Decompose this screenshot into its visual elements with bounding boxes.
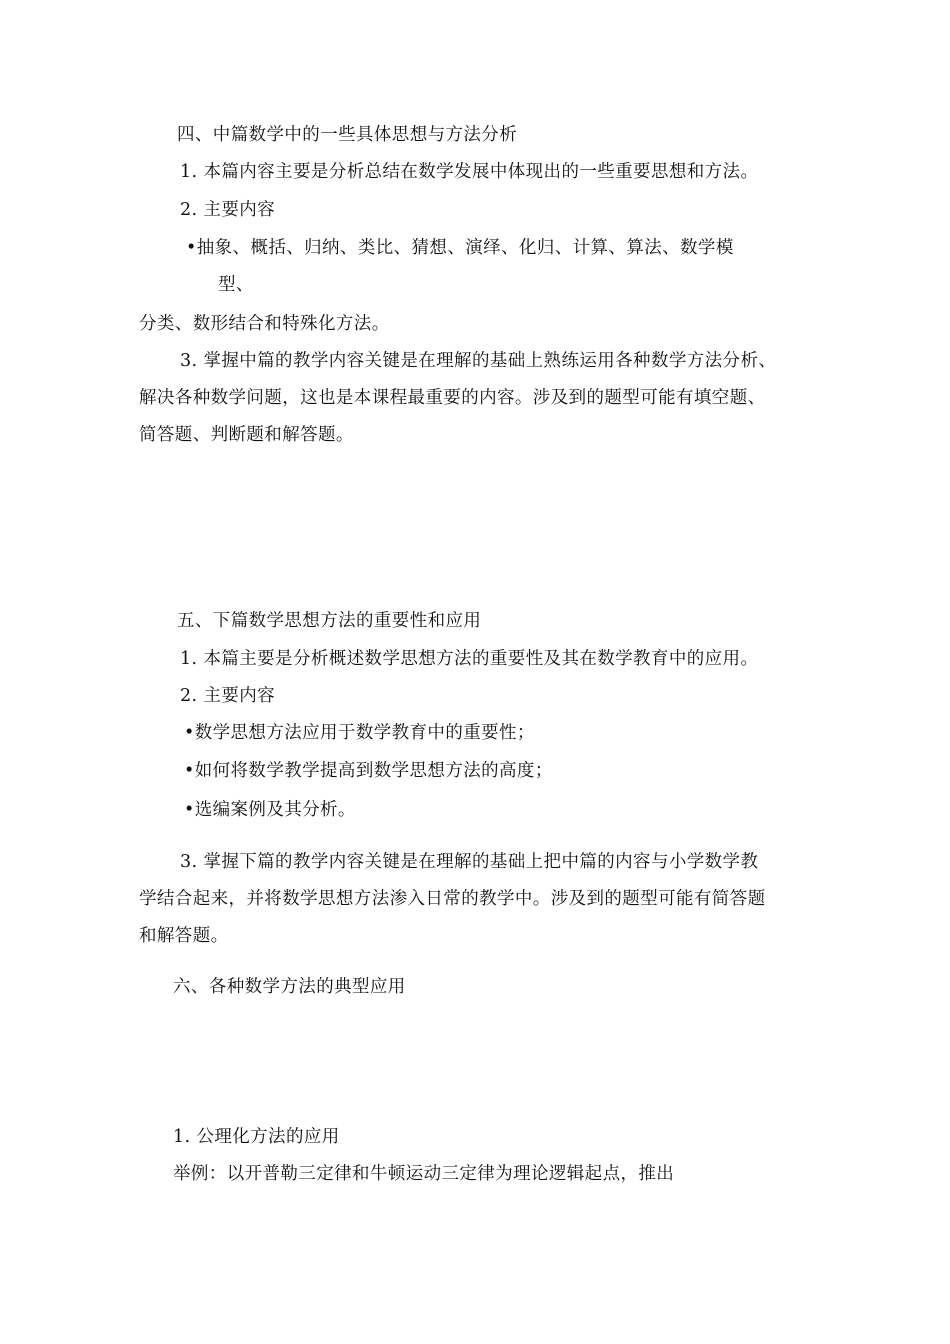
section4-heading: 四、中篇数学中的一些具体思想与方法分析 — [177, 125, 518, 145]
section4-item3-line2: 解决各种数学问题，这也是本课程最重要的内容。涉及到的题型可能有填空题、 — [139, 388, 766, 408]
section4-item3-line1: 3. 掌握中篇的教学内容关键是在理解的基础上熟练运用各种数学方法分析、 — [180, 351, 777, 371]
section6-heading: 六、各种数学方法的典型应用 — [173, 977, 406, 997]
section4-item1: 1. 本篇内容主要是分析总结在数学发展中体现出的一些重要思想和方法。 — [180, 162, 759, 182]
section5-item3-line2: 学结合起来，并将数学思想方法渗入日常的教学中。涉及到的题型可能有简答题 — [139, 889, 766, 909]
section6-sub1: 1. 公理化方法的应用 — [173, 1127, 340, 1147]
section5-bullet: •数学思想方法应用于数学教育中的重要性； — [184, 723, 535, 743]
section6-example: 举例：以开普勒三定律和牛顿运动三定律为理论逻辑起点，推出 — [173, 1164, 675, 1184]
section5-bullet: •如何将数学教学提高到数学思想方法的高度； — [184, 761, 553, 781]
section4-bullet-line2: 型、 — [218, 275, 254, 295]
section4-bullet-line1: •抽象、概括、归纳、类比、猜想、演绎、化归、计算、算法、数学模 — [186, 238, 734, 258]
section5-item3-line1: 3. 掌握下篇的教学内容关键是在理解的基础上把中篇的内容与小学数学教 — [180, 852, 759, 872]
section5-bullet: •选编案例及其分析。 — [184, 800, 356, 820]
section4-bullet-line3: 分类、数形结合和特殊化方法。 — [139, 314, 390, 334]
section5-heading: 五、下篇数学思想方法的重要性和应用 — [177, 611, 482, 631]
section4-item3-line3: 简答题、判断题和解答题。 — [139, 425, 354, 445]
section5-item3-line3: 和解答题。 — [139, 926, 229, 946]
section5-item1: 1. 本篇主要是分析概述数学思想方法的重要性及其在数学教育中的应用。 — [180, 649, 759, 669]
section5-item2: 2. 主要内容 — [180, 686, 276, 706]
section4-item2: 2. 主要内容 — [180, 200, 276, 220]
